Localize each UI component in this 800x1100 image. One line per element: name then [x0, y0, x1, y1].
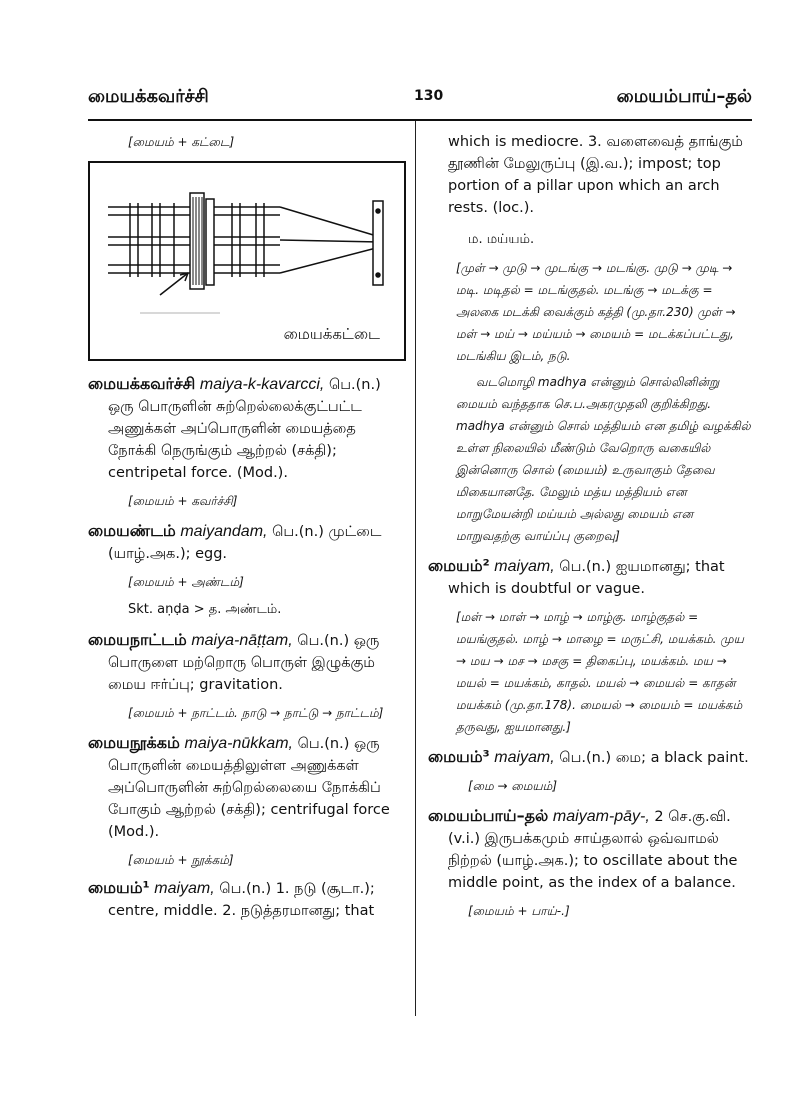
definition: பெ.(n.) ஒரு பொருளின் சுற்றெல்லைக்குட்பட்ட அணுக்கள் அப்பொருளின் மையத்தை நோக்கி நெருங்கும் ஆற்றல் (சக்தி); centripetal force. (Mod.). [108, 377, 381, 481]
left-column [88, 121, 406, 922]
editorial-note: வடமொழி madhya என்னும் சொல்லினின்று மையம் வந்ததாக செ.ப.அகரமுதலி குறிக்கிறது. madhya என்னும் சொல் மத்தியம் என தமிழ் வழக்கில் உள்ள நிலையில் மீண்டும் வேறொரு வகையில் இன்னொரு சொல் (மையம்) உருவாகும் தேவை மிகையானதே. மேலும் மத்ய மத்தியம் என மாறுமேயன்றி மய்யம் அல்லது மையம் என மாறுவதற்கு வாய்ப்பு குறைவு] [456, 375, 751, 543]
definition: பெ.(n.) மை; a black paint. [559, 750, 749, 766]
definition: பெ.(n.) ஐயமானது; that which is doubtful or vague. [448, 559, 725, 597]
headword: மையக்கவர்ச்சி [88, 374, 196, 393]
headword: மையண்டம் [88, 521, 176, 540]
column-divider [415, 121, 416, 1016]
headword: மையநூக்கம் [88, 733, 180, 752]
etymology: [மையம் + பாய்-.] [468, 904, 570, 918]
sanskrit-note: Skt. aṇḍa > த. அண்டம். [128, 602, 282, 617]
transliteration: maiyam-pāy-, [552, 808, 650, 825]
figure-caption: மையக்கட்டை [283, 325, 380, 343]
transliteration: maiyandam, [180, 523, 268, 540]
entry-maiyanukkam [88, 732, 406, 843]
definition: 2 செ.கு.வி. (v.i.) இருபக்கமும் சாய்தலால் ஒவ்வாமல் நிற்றல் (யாழ்.அக.); to oscillate about the middle point, as the index of a balance. [448, 809, 738, 891]
headword: மையநாட்டம் [88, 630, 187, 649]
etymology: [மையம் + நாட்டம். நாடு → நாட்டு → நாட்டம்] [128, 706, 384, 720]
figure-maiyakkattai [88, 161, 406, 361]
transliteration: maiyam, [494, 749, 555, 766]
running-head-left: மையக்கவர்ச்சி [88, 86, 209, 107]
entry-maiyam-1-continued: which is mediocre. 3. வளைவைத் தாங்கும் தூணின் மேலுருப்பு (இ.வ.); impost; top portion of a pillar upon which an arch rests. (loc.). [448, 134, 743, 216]
right-column [428, 121, 752, 922]
page-number: 130 [414, 88, 444, 104]
etymology-maiyam-1: [முள் → முடு → முடங்கு → மடங்கு. முடு → முடி → மடி. மடிதல் = மடங்குதல். மடங்கு → மடக்கு = அலகை மடக்கி வைக்கும் கத்தி (மு.தா.230) முள் → மள் → மய் → மய்யம் → மையம் = மடக்கப்பட்டது, மடங்கிய இடம், நடு. [456, 261, 736, 363]
transliteration: maiyam, [154, 880, 215, 897]
cognate-note: ம. மய்யம். [468, 232, 535, 247]
etymology: [மை → மையம்] [468, 779, 558, 793]
entry-maiyandam [88, 520, 406, 565]
transliteration: maiya-k-kavarcci, [199, 376, 325, 393]
etymology: [மையம் + நூக்கம்] [128, 853, 234, 867]
etymology: [மையம் + கவர்ச்சி] [128, 494, 238, 508]
entry-maiyam-2 [428, 555, 752, 600]
definition: பெ.(n.) ஒரு பொருளை மற்றொரு பொருள் இழுக்கும் மைய ஈர்ப்பு; gravitation. [108, 633, 380, 693]
definition: பெ.(n.) முட்டை (யாழ்.அக.); egg. [108, 524, 382, 562]
entry-maiyam-1 [88, 877, 406, 922]
headword: மையம்¹ [88, 878, 150, 897]
headword: மையம்² [428, 556, 490, 575]
transliteration: maiya-nūkkam, [184, 735, 293, 752]
transliteration: maiya-nāṭṭam, [191, 632, 293, 649]
page-header [88, 86, 752, 116]
headword: மையம்பாய்–தல் [428, 806, 549, 825]
definition: பெ.(n.) ஒரு பொருளின் மையத்திலுள்ள அணுக்கள் அப்பொருளின் சுற்றெல்லையை நோக்கிப் போகும் ஆற்றல் (சக்தி); centrifugal force (Mod.). [108, 736, 390, 840]
etymology: [மள் → மாள் → மாழ் → மாழ்கு. மாழ்குதல் = மயங்குதல். மாழ் → மாழை = மருட்சி, மயக்கம். முய → மய → மச → மசகு = திகைப்பு, மயக்கம். மய → மயல் = மயக்கம், காதல். மயல் → மையல் = காதன் மயக்கம் (மு.தா.178). மையல் → மையம் = மயக்கம் தருவது, ஐயமானது.] [456, 610, 744, 734]
entry-maiyakkavarcci [88, 373, 406, 484]
etymology-kattai: [மையம் + கட்டை] [128, 135, 235, 149]
headword: மையம்³ [428, 747, 490, 766]
definition: பெ.(n.) 1. நடு (சூடா.); centre, middle. 2. நடுத்தரமானது; that [108, 881, 375, 919]
entry-maiyanattam [88, 629, 406, 696]
etymology: [மையம் + அண்டம்] [128, 575, 244, 589]
transliteration: maiyam, [494, 558, 555, 575]
entry-maiyam-3 [428, 746, 752, 769]
entry-maiyampaytal [428, 805, 752, 894]
running-head-right: மையம்பாய்–தல் [616, 86, 752, 107]
